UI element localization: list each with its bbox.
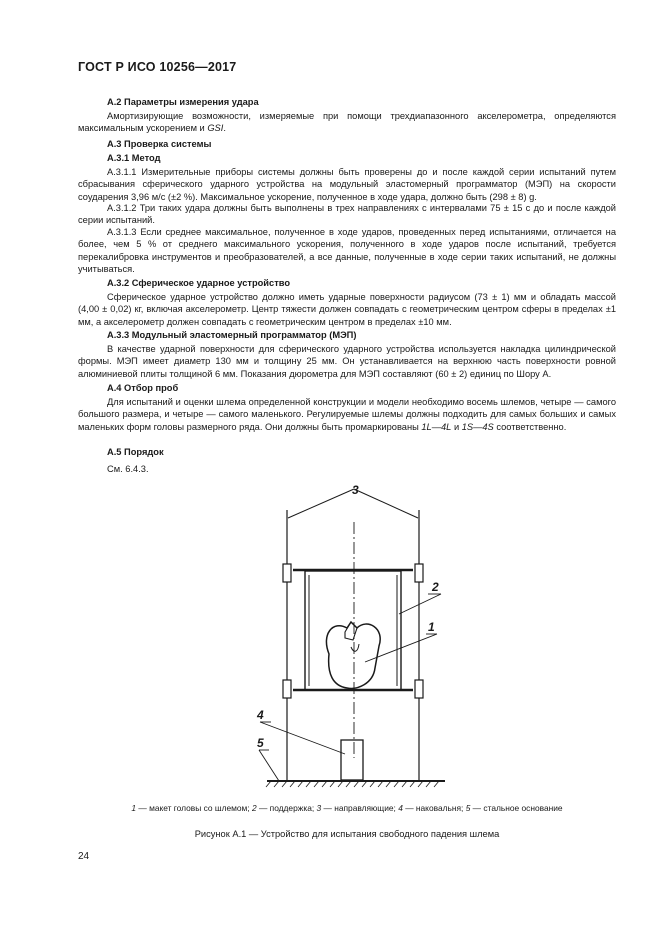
figure-label-4: 4 [257, 708, 264, 722]
anvil [341, 740, 363, 780]
paragraph-a313: А.3.1.3 Если среднее максимальное, полученное в ходе ударов, проведенных перед испытаниями, отличается на более, чем 5 % от среднего максимального ускорения, полученного в ходе ударов после испытаний, требуется перекалибровка инструментов и преобразователей, а все данные, полученные в ходе серии таких испытаний, не должны учитываться. [78, 227, 616, 274]
support-frame [305, 571, 401, 690]
section-a3-heading: А.3 Проверка системы [107, 139, 212, 149]
figure-label-1: 1 [428, 620, 435, 634]
section-a5-heading: А.5 Порядок [107, 447, 164, 457]
section-a31-heading: А.3.1 Метод [107, 153, 161, 163]
section-a4-heading: А.4 Отбор проб [107, 383, 179, 393]
section-a4-text: Для испытаний и оценки шлема определенной конструкции и модели необходимо восемь шлемов, четыре — самого большого размера, и четыре — самого маленького. Регулируемые шлемы должны подходить для самых больших и самых маленьких форм головы размерного ряда. Они должны быть промаркированы 1L—4L и 1S—4S соответственно. [78, 397, 616, 432]
headform-helmet [326, 622, 380, 688]
paragraph-a311: А.3.1.1 Измерительные приборы системы должны быть проверены до и после каждой серии испытаний путем сбрасывания сферического ударного устройства на модульный эластомерный программатор (МЭП) на скорости соударения 3,96 м/с (±2 %). Максимальное ускорение, полученное в ходе удара, должно быть (298 ± 8) g. [78, 167, 616, 202]
section-a33-text: В качестве ударной поверхности для сферического ударного устройства используется накладка цилиндрической формы. МЭП имеет диаметр 130 мм и толщину 25 мм. Он устанавливается на верхнюю часть поверхности ровной алюминиевой плиты толщиной 6 мм. Показания дюрометра для МЭП составляют (60 ± 2) единиц по Шору А. [78, 344, 616, 379]
section-a32-text: Сферическое ударное устройство должно иметь ударные поверхности радиусом (73 ± 1) мм и обладать массой (4,00 ± 0,02) кг, включая акселерометр. Центр тяжести должен совпадать с геометрическим центром сферы в пределах ±1 мм, а акселерометр должен совпадать с геометрическим центром в пределах ±10 мм. [78, 292, 616, 327]
figure-label-5: 5 [257, 736, 264, 750]
section-a5-text: См. 6.4.3. [107, 464, 149, 474]
section-a2-heading: А.2 Параметры измерения удара [107, 97, 259, 107]
document-header: ГОСТ Р ИСО 10256—2017 [78, 60, 237, 74]
figure-legend: 1 — макет головы со шлемом; 2 — поддержка; 3 — направляющие; 4 — наковальня; 5 — стальное основание [131, 803, 563, 813]
figure-label-3: 3 [352, 483, 359, 497]
section-a33-heading: А.3.3 Модульный эластомерный программатор (МЭП) [107, 330, 357, 340]
figure-caption: Рисунок А.1 — Устройство для испытания свободного падения шлема [194, 829, 500, 839]
figure-label-2: 2 [432, 580, 439, 594]
figure-drop-test-apparatus [255, 482, 455, 794]
section-a2-text: Амортизирующие возможности, измеряемые при помощи трехдиапазонного акселерометра, определяются максимальным ускорением и GSI. [78, 111, 616, 134]
paragraph-a312: А.3.1.2 Три таких удара должны быть выполнены в трех направлениях с интервалами 75 ± 15 с до и после каждой серии испытаний. [78, 203, 616, 226]
section-a32-heading: А.3.2 Сферическое ударное устройство [107, 278, 291, 288]
page-number: 24 [78, 851, 90, 862]
